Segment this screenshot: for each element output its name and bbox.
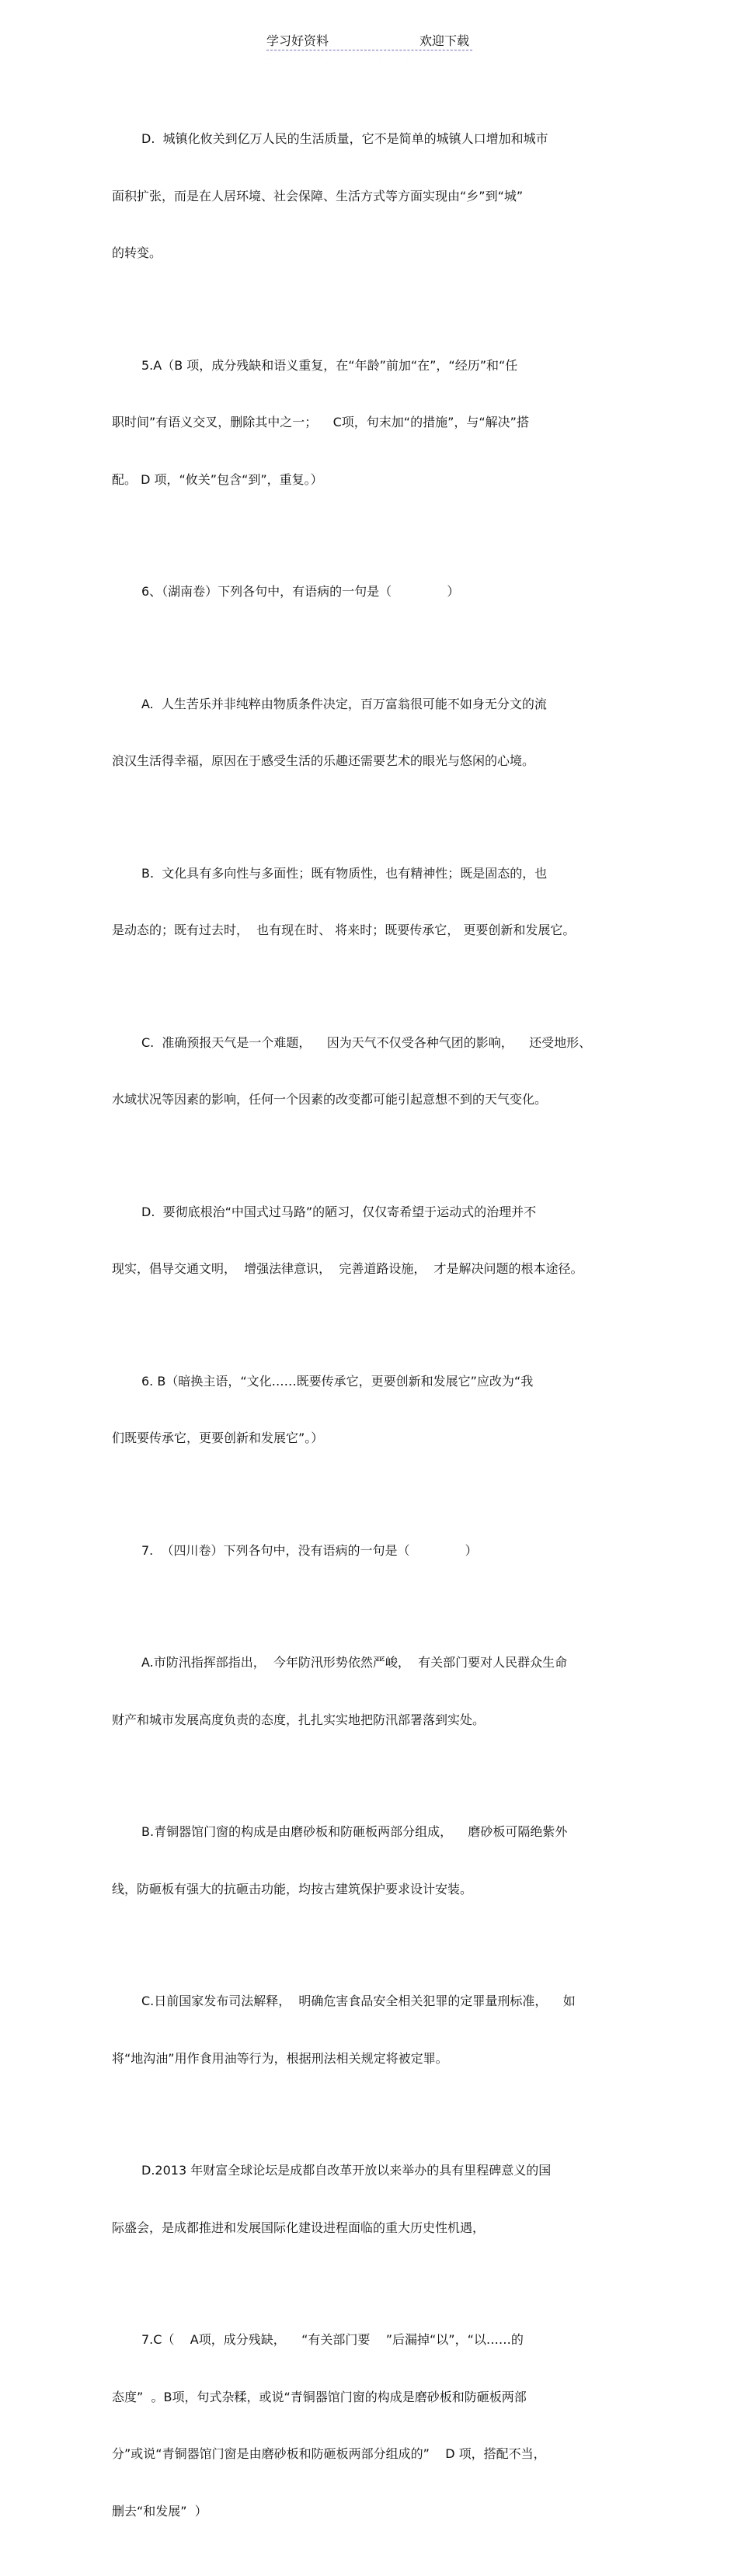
page-header	[266, 31, 472, 50]
text-line: 现实，倡导交通文明， 增强法律意识， 完善道路设施， 才是解决问题的根本途径。	[112, 1261, 583, 1276]
text-line: 际盛会，是成都推进和发展国际化建设进程面临的重大历史性机遇，	[112, 2220, 486, 2235]
text-line: C.日前国家发布司法解释， 明确危害食品安全相关犯罪的定罪量刑标准， 如	[141, 1994, 576, 2008]
text-line: 的转变。	[112, 245, 162, 260]
text-line: 分”或说“青铜器馆门窗是由磨砂板和防砸板两部分组成的” D 项，搭配不当，	[112, 2446, 546, 2461]
text-line: B.青铜器馆门窗的构成是由磨砂板和防砸板两部分组成， 磨砂板可隔绝紫外	[141, 1824, 568, 1839]
text-line: 水域状况等因素的影响，任何一个因素的改变都可能引起意想不到的天气变化。	[112, 1092, 548, 1107]
text-line: 删去“和发展” ）	[112, 2503, 207, 2519]
answer-7	[112, 2293, 626, 2559]
option-7d	[112, 2123, 626, 2275]
answer-6	[112, 1334, 626, 1486]
question-6	[112, 544, 626, 640]
answer-5	[112, 318, 626, 528]
text-line: D. 要彻底根治“中国式过马路”的陋习，仅仅寄希望于运动式的治理并不	[141, 1204, 537, 1219]
question-7	[112, 1504, 626, 1599]
option-6a	[112, 657, 626, 809]
option-6b	[112, 826, 626, 979]
header-left-text: 学习好资料	[266, 33, 329, 48]
text-line: 是动态的；既有过去时， 也有现在时、 将来时；既要传承它， 更要创新和发展它。	[112, 923, 576, 937]
option-7b	[112, 1785, 626, 1937]
text-line: 面积扩张，而是在人居环境、社会保障、生活方式等方面实现由“乡”到“城”	[112, 188, 524, 203]
paragraph-d-urbanization	[112, 92, 626, 301]
text-line: 配。 D 项，“攸关”包含“到”，重复。）	[112, 471, 323, 487]
text-line: 职时间”有语义交叉，删除其中之一； C项，句末加“的措施”，与“解决”搭	[112, 415, 529, 429]
text-line: C. 准确预报天气是一个难题， 因为天气不仅受各种气团的影响， 还受地形、	[141, 1034, 592, 1050]
text-line: 7. （四川卷）下列各句中，没有语病的一句是（ ）	[141, 1542, 478, 1558]
text-line: 将“地沟油”用作食用油等行为，根据刑法相关规定将被定罪。	[112, 2050, 448, 2066]
text-line: 7.C（ A项，成分残缺， “有关部门要 ”后漏掉“以”，“以……的	[141, 2332, 524, 2347]
option-7a	[112, 1615, 626, 1768]
text-line: D.2013 年财富全球论坛是成都自改革开放以来举办的具有里程碑意义的国	[141, 2163, 552, 2178]
text-line: A.市防汛指挥部指出， 今年防汛形势依然严峻， 有关部门要对人民群众生命	[141, 1655, 568, 1670]
text-line: 们既要传承它，更要创新和发展它”。）	[112, 1431, 324, 1445]
text-line: 6、（湖南卷）下列各句中，有语病的一句是（ ）	[141, 584, 460, 599]
text-line: B. 文化具有多向性与多面性；既有物质性，也有精神性；既是固态的，也	[141, 865, 548, 881]
text-line: 线，防砸板有强大的抗砸击功能，均按古建筑保护要求设计安装。	[112, 1881, 473, 1896]
document-body	[112, 92, 626, 2576]
option-7c	[112, 1954, 626, 2106]
option-6d	[112, 1165, 626, 1317]
text-line: 态度” 。B项，句式杂糅，或说“青铜器馆门窗的构成是磨砂板和防砸板两部	[112, 2389, 527, 2404]
text-line: 浪汉生活得幸福，原因在于感受生活的乐趣还需要艺术的眼光与悠闲的心境。	[112, 753, 535, 768]
text-line: 5.A（B 项，成分残缺和语义重复，在“年龄”前加“在”，“经历”和“任	[141, 357, 518, 373]
header-right-text: 欢迎下载	[419, 33, 469, 48]
text-line: 6. B（暗换主语，“文化……既要传承它，更要创新和发展它”应改为“我	[141, 1373, 534, 1389]
text-line: A. 人生苦乐并非纯粹由物质条件决定，百万富翁很可能不如身无分文的流	[141, 696, 547, 711]
text-line: D. 城镇化攸关到亿万人民的生活质量，它不是简单的城镇人口增加和城市	[141, 131, 548, 146]
text-line: 财产和城市发展高度负责的态度，扎扎实实地把防汛部署落到实处。	[112, 1712, 486, 1727]
option-6c	[112, 996, 626, 1148]
